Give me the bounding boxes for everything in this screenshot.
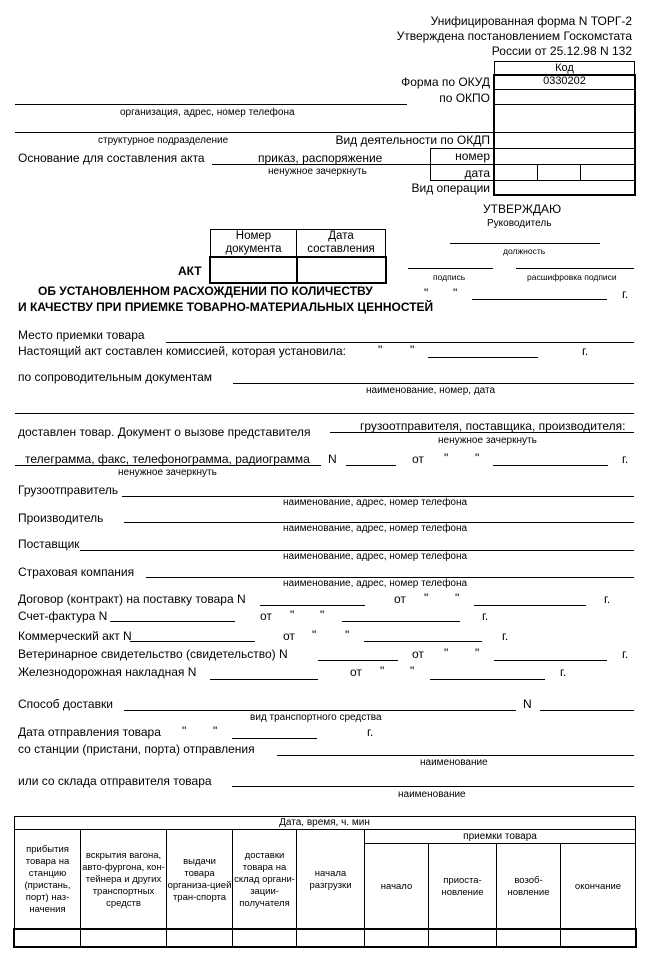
contract-date-line[interactable] [474,605,586,606]
decoding-line[interactable] [516,268,634,269]
consignor-caption: наименование, адрес, номер телефона [283,497,468,508]
approve-date-line[interactable] [472,299,607,300]
place-label: Место приемки товара [18,328,145,342]
unneeded-caption-2: ненужное зачеркнуть [118,467,217,478]
station-label: со станции (пристани, порта) отправления [18,742,255,756]
acceptance-header: приемки товара [463,830,537,842]
col-accept-end: окончание [574,880,622,892]
approve-quote-open: " [424,286,429,300]
act-title-line2: И КАЧЕСТВУ ПРИ ПРИЕМКЕ ТОВАРНО-МАТЕРИАЛЬНЫХ ЦЕННОСТЕЙ [18,300,434,314]
col-unload-start: начала разгрузки [309,867,352,891]
contract-quote-open: " [424,591,429,605]
approve-title: УТВЕРЖДАЮ [483,202,562,216]
invoice-year: г. [482,609,489,623]
railway-ot: от [350,665,362,679]
org-caption: организация, адрес, номер телефона [120,107,295,118]
place-line[interactable] [166,342,634,343]
vet-number-line[interactable] [318,660,398,661]
act-doc-values [209,256,387,284]
signature-caption: подпись [433,272,466,282]
warehouse-label: или со склада отправителя товара [18,774,212,788]
position-caption: должность [503,246,546,256]
basis-label: Основание для составления акта [18,151,205,165]
docs-caption: наименование, номер, дата [366,385,496,396]
shipper-caption: грузоотправителя, поставщика, производителя: [360,419,626,433]
invoice-label: Счет-фактура N [18,609,108,623]
contract-ot: от [394,592,406,606]
contract-label: Договор (контракт) на поставку товара N [18,592,246,606]
insurance-caption: наименование, адрес, номер телефона [283,578,468,589]
commercial-quote-close: " [345,628,350,642]
dept-caption: структурное подразделение [98,135,229,146]
approval-date: России от 25.12.98 N 132 [491,44,632,58]
telegram-quote-open: " [444,451,449,465]
timing-data-row[interactable] [13,928,637,948]
telegram-date-line[interactable] [493,465,608,466]
warehouse-line[interactable] [232,786,634,787]
delivery-number-line[interactable] [540,710,634,711]
signature-line[interactable] [408,268,493,269]
basis-line[interactable] [212,164,430,165]
warehouse-caption: наименование [398,789,466,800]
supplier-label: Поставщик [18,537,80,551]
act-title-line1: ОБ УСТАНОВЛЕННОМ РАСХОЖДЕНИИ ПО КОЛИЧЕСТВУ [38,284,373,298]
dispatch-quote-open: " [182,724,187,738]
vet-year: г. [622,647,629,661]
commercial-ot: от [283,629,295,643]
col-arrival: прибытия товара на станцию (пристань, порт) наз-начения [24,843,71,915]
commercial-date-line[interactable] [364,641,482,642]
invoice-ot: от [260,609,272,623]
act-label: АКТ [178,264,202,278]
telegram-line[interactable] [15,465,321,466]
delivery-label: Способ доставки [18,697,113,711]
invoice-quote-open: " [290,608,295,622]
railway-date-line[interactable] [430,679,545,680]
vet-ot: от [412,647,424,661]
telegram-number-line[interactable] [346,465,396,466]
supplier-caption: наименование, адрес, номер телефона [283,551,468,562]
doc-number-header: Номер документа [225,230,282,255]
unneeded-caption-1: ненужное зачеркнуть [438,435,537,446]
telegram-n: N [328,452,337,466]
vet-quote-close: " [475,646,480,660]
invoice-quote-close: " [320,608,325,622]
approve-quote-close: " [453,286,458,300]
decoding-caption: расшифровка подписи [527,272,617,282]
timing-header: Дата, время, ч. мин [279,816,370,828]
railway-quote-open: " [380,664,385,678]
okdp-label: Вид деятельности по ОКДП [335,133,490,147]
vet-quote-open: " [444,646,449,660]
station-caption: наименование [420,757,488,768]
shipper-line[interactable] [15,413,634,414]
code-header-cell [494,61,635,75]
docs-line[interactable] [233,383,634,384]
docs-label: по сопроводительным документам [18,370,213,384]
approve-year: г. [622,287,629,301]
quote-open: " [378,343,383,357]
delivered-label: доставлен товар. Документ о вызове представителя [18,425,311,439]
station-line[interactable] [277,755,634,756]
code-box [493,74,636,196]
telegram-year: г. [622,452,629,466]
commission-date-line[interactable] [428,357,538,358]
dispatch-year: г. [367,725,374,739]
consignor-label: Грузоотправитель [18,483,119,497]
call-doc-line[interactable] [330,432,634,433]
commercial-year: г. [502,629,509,643]
vet-label: Ветеринарное свидетельство (свидетельство) N [18,647,288,661]
year-mark: г. [582,344,589,358]
org-line[interactable] [15,104,407,105]
delivery-line[interactable] [124,710,516,711]
contract-number-line[interactable] [260,605,365,606]
okpo-label: по ОКПО [439,91,490,105]
col-accept-start: начало [380,880,413,892]
insurance-label: Страховая компания [18,565,135,579]
telegram-ot: от [412,452,424,466]
telegram-options: телеграмма, факс, телефонограмма, радиограмма [25,452,310,466]
operation-label: Вид операции [411,181,490,195]
col-accept-pause: приоста-новление [441,874,484,898]
producer-label: Производитель [18,511,104,525]
basis-value: приказ, распоряжение [258,151,383,165]
code-header: Код [555,62,574,74]
date-label: дата [464,166,490,180]
okud-label: Форма по ОКУД [401,75,490,89]
transport-caption: вид транспортного средства [250,712,382,723]
commercial-number-line[interactable] [130,641,255,642]
railway-quote-close: " [410,664,415,678]
producer-caption: наименование, адрес, номер телефона [283,523,468,534]
quote-close: " [410,343,415,357]
dispatch-label: Дата отправления товара [18,725,161,739]
railway-number-line[interactable] [210,679,318,680]
okud-value: 0330202 [543,75,586,87]
contract-year: г. [604,592,611,606]
dept-line[interactable] [15,132,494,133]
invoice-number-line[interactable] [110,621,235,622]
contract-quote-close: " [455,591,460,605]
telegram-quote-close: " [475,451,480,465]
dispatch-date-line[interactable] [232,738,317,739]
position-line[interactable] [450,243,600,244]
col-opening: вскрытия вагона, авто-фургона, кон-тейнера и других транспортных средств [82,849,165,909]
railway-year: г. [560,665,567,679]
invoice-date-line[interactable] [342,621,460,622]
form-name: Унифицированная форма N ТОРГ-2 [430,14,632,28]
railway-label: Железнодорожная накладная N [18,665,197,679]
col-accept-resume: возоб-новление [507,874,550,898]
col-delivery: доставки товара на склад органи-зации-получателя [234,849,295,909]
commercial-quote-open: " [312,628,317,642]
col-issue: выдачи товара организа-цией тран-спорта [167,855,232,903]
delivery-n: N [523,697,532,711]
dispatch-quote-close: " [213,724,218,738]
commission-label: Настоящий акт составлен комиссией, которая установила: [18,344,347,358]
approval-line: Утверждена постановлением Госкомстата [396,29,632,43]
vet-date-line[interactable] [494,660,607,661]
basis-caption: ненужное зачеркнуть [268,166,367,177]
commercial-label: Коммерческий акт N [18,629,132,643]
number-label: номер [455,149,490,163]
doc-date-header: Дата составления [307,230,375,255]
approve-head: Руководитель [487,218,552,229]
